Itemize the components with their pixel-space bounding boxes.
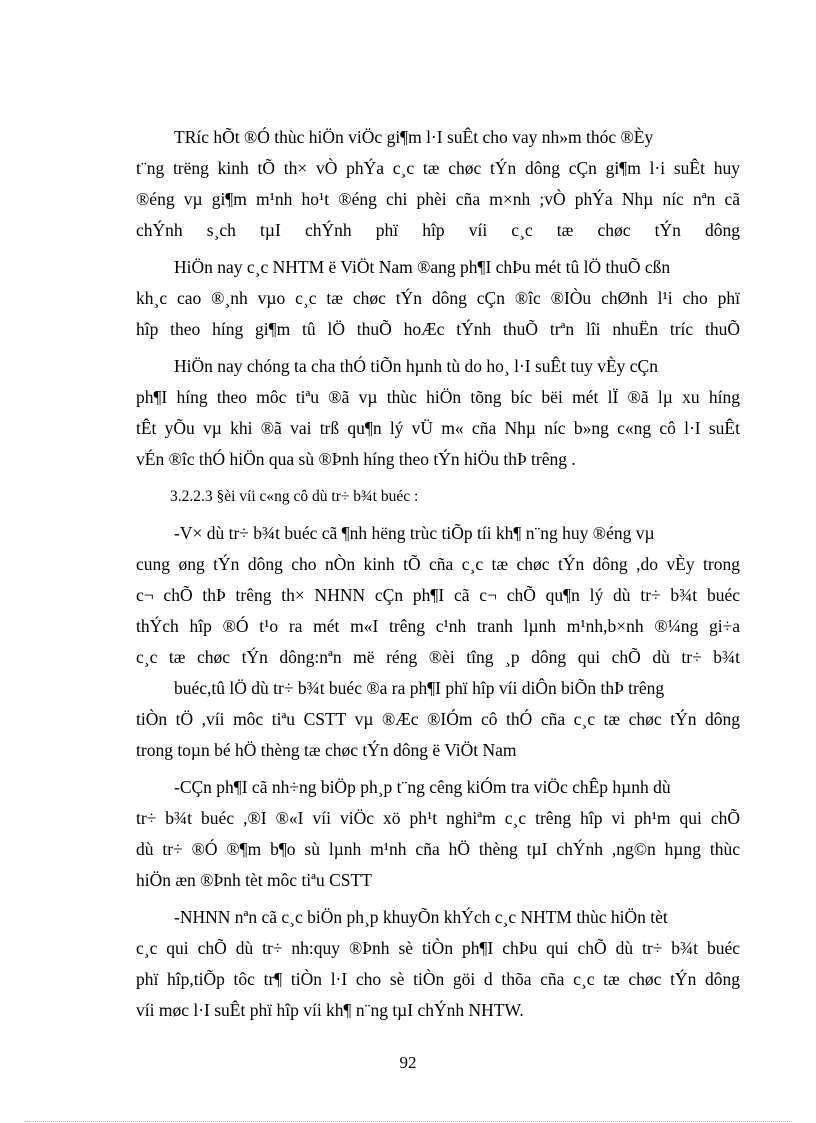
- text-line: tÊt yÕu vµ khi ®ã vai trß qu¶n lý vÜ m« cña Nhµ níc b»ng c«ng cô l·I suÊt: [136, 418, 740, 438]
- text-line: HiÖn nay chóng ta cha thÓ tiÕn hµnh tù do ho¸ l·I suÊt tuy vÈy cÇn: [174, 356, 658, 376]
- text-line: buéc,tû lÖ dù tr÷ b¾t buéc ®a ra ph¶I phï hîp víi diÔn biÕn thÞ trêng: [174, 678, 665, 698]
- page-bottom-divider: [24, 1121, 792, 1122]
- paragraph-5: [136, 772, 740, 896]
- text-line: -V× dù tr÷ b¾t buéc cã ¶nh hëng trùc tiÕp tíi kh¶ n¨ng huy ®éng vµ: [174, 523, 655, 543]
- text-line: -NHNN nªn cã c¸c biÖn ph¸p khuyÕn khÝch c¸c NHTM thùc hiÖn tèt: [174, 907, 668, 927]
- text-line: ®éng vµ gi¶m m¹nh ho¹t ®éng chi phèi cña m×nh ;vÒ phÝa Nhµ níc nªn cã: [136, 189, 740, 209]
- text-line: hîp theo híng gi¶m tû lÖ thuÕ hoÆc tÝnh thuÕ trªn lîi nhuËn tríc thuÕ: [136, 319, 740, 339]
- paragraph-1: [136, 122, 740, 246]
- text-line: t¨ng trëng kinh tÕ th× vÒ phÝa c¸c tæ chøc tÝn dông cÇn gi¶m l·i suÊt huy: [136, 158, 740, 178]
- text-line: ph¶I híng theo môc tiªu ®ã vµ thùc hiÖn tõng bíc bëi mét lÏ ®ã lµ xu híng: [136, 387, 740, 407]
- text-line: víi møc l·I suÊt phï hîp víi kh¶ n¨ng tµI chÝnh NHTW.: [136, 1000, 524, 1020]
- page-number: 92: [399, 1053, 417, 1072]
- text-line: kh¸c cao ®¸nh vµo c¸c tæ chøc tÝn dông cÇn ®îc ®IÒu chØnh l¹i cho phï: [136, 288, 740, 308]
- section-heading-text: 3.2.2.3 §èi víi c«ng cô dù tr÷ b¾t buéc :: [170, 488, 419, 505]
- text-line: vÉn ®îc thÓ hiÖn qua sù ®Þnh híng theo tÝn hiÖu thÞ trêng .: [136, 449, 576, 469]
- document-body: [136, 122, 740, 1026]
- text-line: HiÖn nay c¸c NHTM ë ViÖt Nam ®ang ph¶I chÞu mét tû lÖ thuÕ cßn: [174, 257, 671, 277]
- section-heading: [136, 481, 740, 512]
- paragraph-4: [136, 518, 740, 766]
- text-line: cung øng tÝn dông cho nÒn kinh tÕ cña c¸c tæ chøc tÝn dông ,do vÈy trong: [136, 554, 740, 574]
- text-line: TRíc hÕt ®Ó thùc hiÖn viÖc gi¶m l·I suÊt cho vay nh»m thóc ®Èy: [174, 127, 654, 147]
- text-line: hiÖn æn ®Þnh tèt môc tiªu CSTT: [136, 870, 372, 890]
- text-line: chÝnh s¸ch tµI chÝnh phï hîp víi c¸c tæ chøc tÝn dông: [136, 220, 740, 240]
- paragraph-6: [136, 902, 740, 1026]
- text-line: dù tr÷ ®Ó ®¶m b¶o sù lµnh m¹nh cña hÖ thèng tµI chÝnh ,ng©n hµng thùc: [136, 839, 740, 859]
- text-line: c¸c qui chÕ dù tr÷ nh:quy ®Þnh sè tiÒn ph¶I chÞu qui chÕ dù tr÷ b¾t buéc: [136, 938, 740, 958]
- text-line: trong toµn bé hÖ thèng tæ chøc tÝn dông ë ViÖt Nam: [136, 740, 517, 760]
- text-line: thÝch hîp ®Ó t¹o ra mét m«I trêng c¹nh tranh lµnh m¹nh,b×nh ®¼ng gi÷a: [136, 616, 740, 636]
- text-line: c¬ chÕ thÞ trêng th× NHNN cÇn ph¶I cã c¬ chÕ qu¶n lý dù tr÷ b¾t buéc: [136, 585, 740, 605]
- text-line: -CÇn ph¶I cã nh÷ng biÖp ph¸p t¨ng cêng kiÓm tra viÖc chÊp hµnh dù: [174, 777, 671, 797]
- text-line: c¸c tæ chøc tÝn dông:nªn më réng ®èi tîng ¸p dông qui chÕ dù tr÷ b¾t: [136, 647, 740, 667]
- text-line: tr÷ b¾t buéc ,®I ®«I víi viÖc xö ph¹t nghiªm c¸c trêng hîp vi ph¹m qui chÕ: [136, 808, 740, 828]
- text-line: phï hîp,tiÕp tôc tr¶ tiÒn l·I cho sè tiÒn göi d thõa cña c¸c tæ chøc tÝn dông: [136, 969, 740, 989]
- text-line: tiÒn tÖ ,víi môc tiªu CSTT vµ ®Æc ®IÓm cô thÓ cña c¸c tæ chøc tÝn dông: [136, 709, 740, 729]
- paragraph-2: [136, 252, 740, 345]
- paragraph-3: [136, 351, 740, 475]
